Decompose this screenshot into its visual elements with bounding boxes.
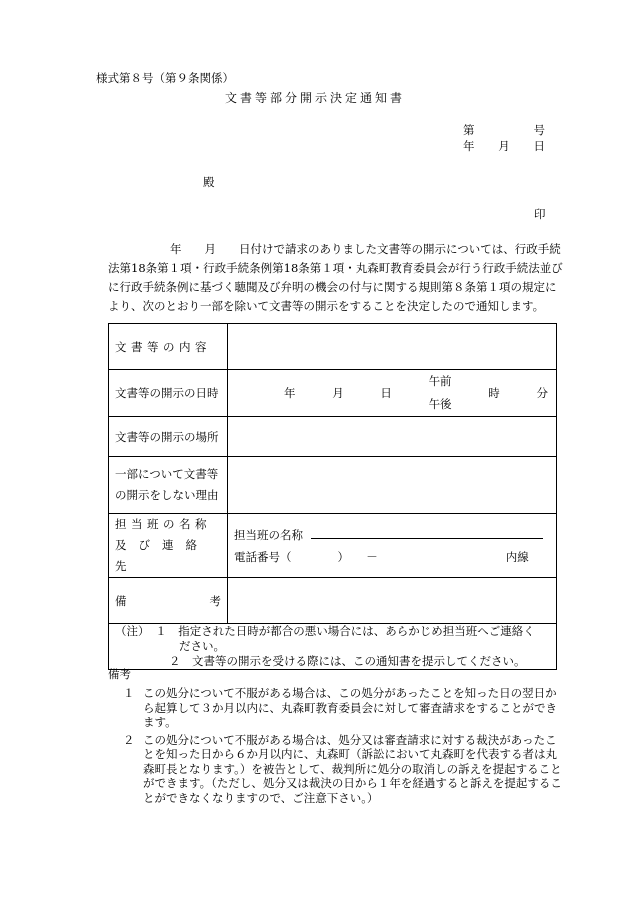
dt-month: 月	[332, 386, 344, 400]
document-number-line	[463, 125, 545, 137]
dt-year: 年	[284, 386, 296, 400]
label-place-text: 文書等の開示の場所	[115, 429, 219, 444]
label-reason	[109, 457, 228, 514]
remarks-list	[123, 686, 568, 808]
field-datetime	[228, 370, 557, 417]
note-line-3: ２ 文書等の開示を受ける際には、この通知書を提示してください。	[169, 654, 526, 668]
label-remarks-char1: 備	[115, 593, 127, 608]
field-reason	[228, 457, 557, 514]
remarks-line: ます。	[143, 715, 177, 729]
body-line: 年 月 日付けで請求のありました文書等の開示については、行政手続	[170, 242, 561, 256]
team-name-row	[234, 524, 550, 546]
field-place	[228, 417, 557, 457]
dt-ampm	[429, 370, 452, 416]
remarks-mark-2: ２	[123, 732, 135, 747]
field-contact	[228, 514, 557, 578]
phone-row	[234, 546, 550, 568]
date-month: 月	[498, 139, 510, 153]
label-remarks-char2: 考	[209, 593, 221, 608]
remarks-line: とを知った日から６か月以内に、丸森町（訴訟において丸森町を代表する者は丸	[143, 747, 557, 761]
notes-cell	[109, 624, 557, 670]
body-line: より、次のとおり一部を除いて文書等の開示をすることを決定したので通知します。	[108, 299, 545, 313]
label-contact-line1: 担当班の名称	[115, 517, 211, 531]
label-reason-line2: の開示をしない理由	[115, 488, 219, 502]
team-name-underline	[311, 528, 543, 539]
team-name-label: 担当班の名称	[234, 527, 303, 542]
date-year: 年	[463, 139, 475, 153]
label-reason-line1: 一部について文書等	[115, 467, 219, 481]
label-contact-line2: 及び連絡先	[115, 538, 209, 573]
remarks-item-1	[123, 686, 568, 730]
label-place	[109, 417, 228, 457]
remarks-title: 備考	[108, 667, 131, 681]
label-datetime-text: 文書等の開示の日時	[115, 386, 219, 400]
note-line-2: ださい。	[179, 639, 225, 653]
document-title: 文書等部分開示決定通知書	[224, 91, 405, 105]
remarks-line: とができなくなりますので、ご注意下さい。）	[143, 790, 379, 805]
label-contact	[109, 514, 228, 578]
date-day: 日	[533, 139, 545, 153]
extension-label: 内線	[505, 549, 529, 564]
body-line: に行政手続条例に基づく聴聞及び弁明の機会の付与に関する規則第８条第１項の規定に	[108, 280, 557, 294]
dt-day: 日	[380, 386, 392, 400]
dt-am: 午前	[428, 374, 452, 388]
remarks-mark-1: １	[123, 686, 135, 700]
body-line: 法第18条第１項・行政手続条例第18条第１項・丸森町教育委員会が行う行政手続法並び	[108, 261, 563, 275]
label-datetime	[109, 370, 228, 417]
document-date-line	[463, 141, 545, 153]
phone-label: 電話番号（ ） －	[234, 549, 378, 564]
label-content	[109, 324, 228, 370]
form-number-label: 様式第８号（第９条関係）	[96, 71, 234, 85]
field-remarks	[228, 578, 557, 624]
disclosure-info-table	[108, 323, 557, 670]
label-remarks	[109, 578, 228, 624]
label-content-text: 文書等の内容	[115, 339, 211, 354]
seal-mark: 印	[534, 207, 546, 221]
remarks-line: 森町長となります。）を被告として、裁判所に処分の取消しの訴えを提起すること	[143, 761, 562, 776]
remarks-line: この処分について不服がある場合は、この処分があったことを知った日の翌日か	[143, 686, 557, 700]
remarks-item-2	[123, 733, 568, 806]
number-go: 号	[533, 123, 545, 137]
addressee-honorific: 殿	[203, 175, 215, 189]
number-dai: 第	[463, 123, 475, 137]
remarks-line: ら起算して３か月以内に、丸森町教育委員会に対して審査請求をすることができ	[143, 700, 557, 715]
dt-pm: 午後	[428, 397, 452, 411]
note-line-1: （注） １ 指定された日時が都合の悪い場合には、あらかじめ担当班へご連絡く	[115, 624, 535, 638]
remarks-line: この処分について不服がある場合は、処分又は審査請求に対する裁決があったこ	[143, 732, 557, 747]
field-content	[228, 324, 557, 370]
dt-minute: 分	[536, 386, 548, 400]
dt-hour: 時	[488, 386, 500, 400]
remarks-line: ができます。（ただし、処分又は裁決の日から１年を経過すると訴えを提起するこ	[143, 776, 562, 790]
notice-body	[108, 240, 563, 316]
